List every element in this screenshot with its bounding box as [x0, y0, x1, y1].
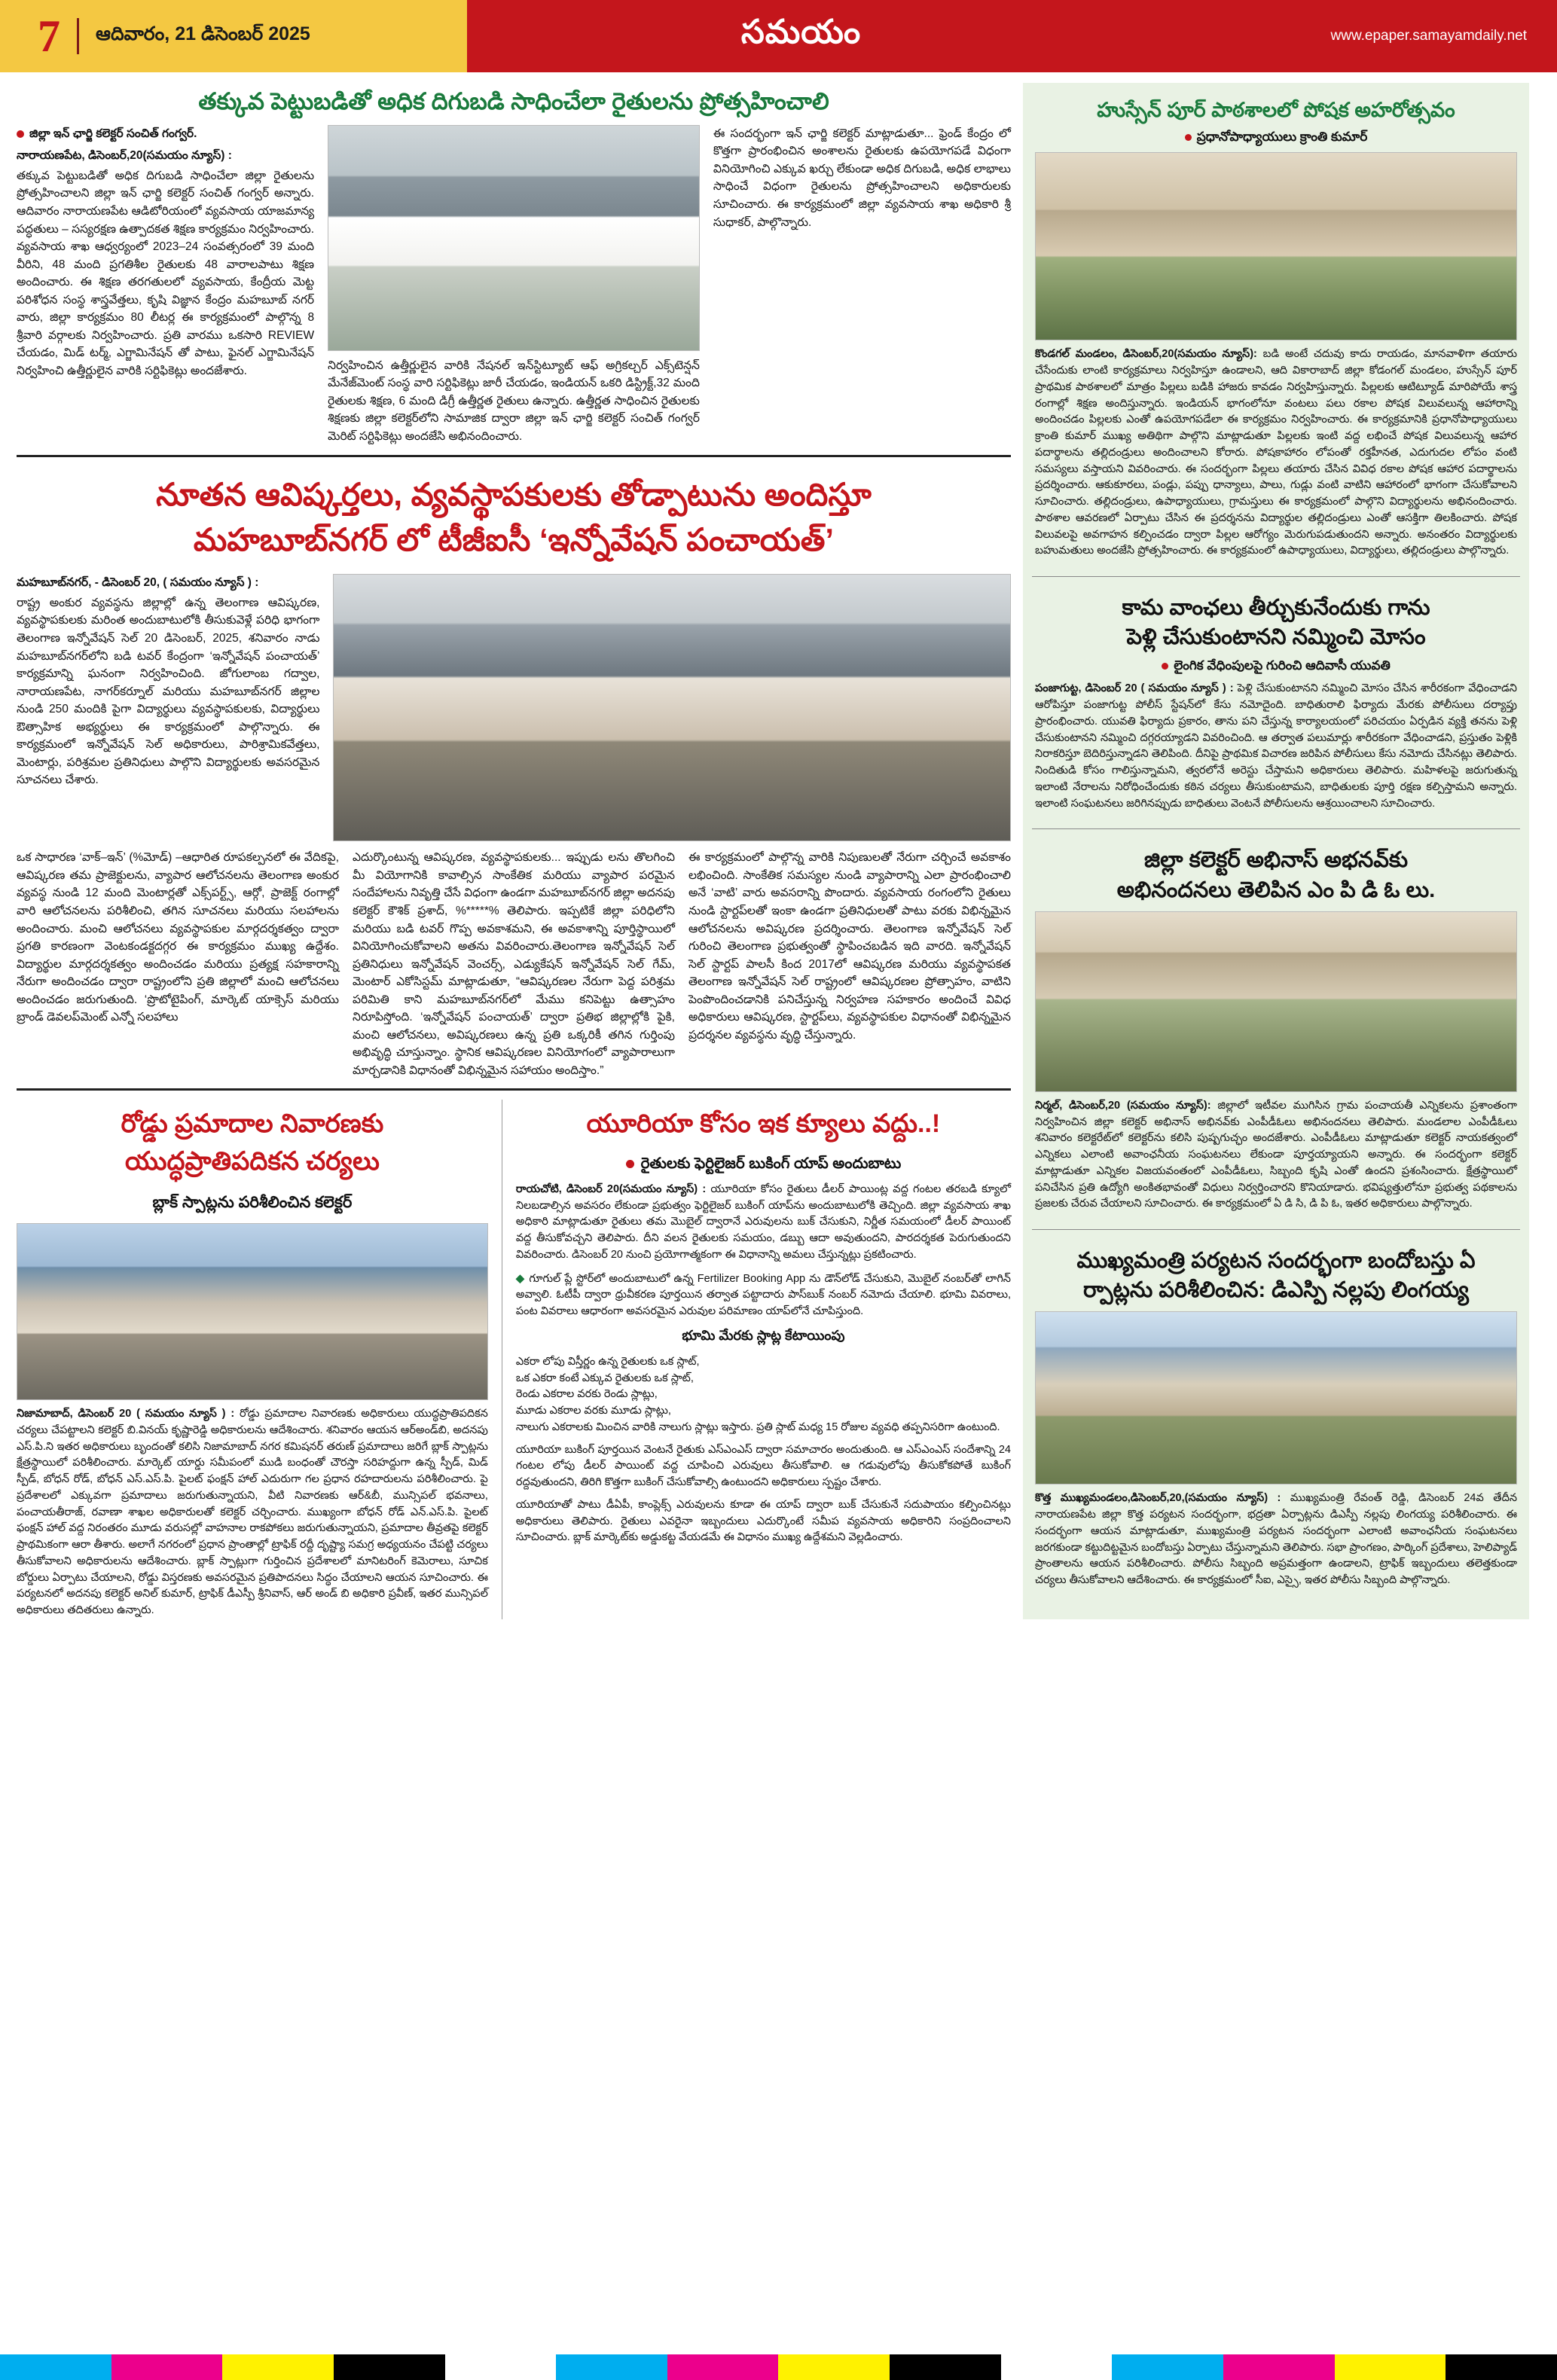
story-felicitation-text: జిల్లాలో ఇటీవల ముగిసిన గ్రామ పంచాయతీ ఎన్నికలను ప్రశాంతంగా నిర్వహించిన జిల్లా కలెక్టర్ అభినాస్ అభినవ్‌కు ఎంపీడీఓలు అభినందనలు తెలిపారు. మండలాల ఎంపీడీఓలు శనివారం కలెక్టరేట్‌లో కలెక్టర్‌ను కలిసి పుష్పగుచ్ఛం అందజేశారు. ఎంపీడీఓలు మాట్లాడుతూ కలెక్టర్ నాయకత్వంలో ఎన్నికలు ఎలాంటి అవాంఛనీయ సంఘటనలు లేకుండా పూర్తయ్యాయని అన్నారు. ఈ సందర్భంగా కలెక్టర్ మాట్లాడుతూ ఎన్నికల విజయవంతంలో ఎంపీడీఓలు, సిబ్బంది కృషి ఎంతో ఉందని ప్రశంసించారు. క్షేత్రస్థాయిలో పనిచేసిన ప్రతి ఉద్యోగి అంకితభావంతో విధులు నిర్వర్తించారని కొనియాడారు. భవిష్యత్తులోనూ ప్రభుత్వ పథకాలను ప్రజలకు చేరువ చేయాలని సూచించారు. ఈ కార్యక్రమంలో ఏ డి సి, డి పి ఓ, ఇతర అధికారులు పాల్గొన్నారు.	[1035, 1099, 1517, 1210]
bullet-dot-icon	[626, 1160, 634, 1168]
story-school-photo	[1035, 152, 1517, 340]
story-innovation-col3	[688, 849, 1011, 1079]
story-felicitation-dateline: నిర్మల్, డిసెంబర్,20 (సమయం న్యూస్):	[1035, 1099, 1211, 1112]
masthead-date: ఆదివారం, 21 డిసెంబర్ 2025	[96, 23, 310, 44]
story-cm-body	[1035, 1491, 1517, 1589]
story-felicitation-headline-line2: అభినందనలు తెలిపిన ఎం పి డి ఓ లు.	[1116, 877, 1436, 902]
story-cm-security	[1032, 1239, 1520, 1597]
story-cm-headline-line1: ముఖ్యమంత్రి పర్యటన సందర్భంగా బందోబస్తు ఏ	[1076, 1249, 1476, 1273]
main-column	[17, 83, 1011, 1619]
story-felicitation-body	[1035, 1098, 1517, 1213]
print-registration-bar	[0, 2354, 1557, 2380]
story-innovation	[17, 466, 1011, 1080]
story-felicitation-photo	[1035, 911, 1517, 1092]
story-innovation-bottom	[17, 849, 1011, 1079]
story-school-text: బడి అంటే చదువు కాదు రాయడం, మానవాళిగా తయారు చేసేందుకు లాంటి కార్యక్రమాలు నిర్వహిస్తూ ఉండాలని, ఆది వికారాబాద్ జిల్లా కోడంగల్ మండలం, హుస్సేన్ పూర్ ప్రాథమిక పాఠశాలలో మాత్రం పిల్లలు బడికి హాజరు కావడం నిర్వహిస్తున్నారు. పిల్లలకు ఆటిట్యూడ్ మారిపోయే శాస్త్ర రంగాల్లో శిక్షణ అందిస్తున్నారు. ఇండియన్ భాగంలోనూ వంటలు పలు రకాల పోషక విలువలున్న ఆహారాన్ని అందించడం పిల్లలకు ఎంతో ఉపయోగపడేలా ఈ కార్యక్రమం నిర్వహించారు. ఈ కార్యక్రమానికి ప్రధానోపాధ్యాయులు క్రాంతి కుమార్ ముఖ్య అతిథిగా పాల్గొని మాట్లాడుతూ పిల్లలకు ఇంటి వద్ద లభించే పోషక విలువలున్న ఆహార పదార్థాలను తల్లిదండ్రులు అందించాలని కోరారు. పోషకాహారం లోపంతో రక్తహీనత, ఎదుగుదల లోపం వంటి సమస్యలు వస్తాయని వివరించారు. ఈ సందర్భంగా పిల్లలు తయారు చేసిన వివిధ రకాల పోషక ఆహార పదార్థాలను ప్రదర్శించారు. ఆకుకూరలు, పండ్లు, పప్పు ధాన్యాలు, పాలు, గుడ్లు వంటి వాటిని ఆహారంలో భాగంగా చేసుకోవాలని సూచించారు. తల్లిదండ్రులు, ఉపాధ్యాయులు, గ్రామస్తులు ఈ కార్యక్రమంలో పాల్గొని విద్యార్థులను అభినందించారు. పాఠశాల ఆవరణలో ఏర్పాటు చేసిన ఈ ప్రదర్శనను విద్యార్థుల తల్లిదండ్రులు ఎంతో ఆసక్తిగా తిలకించారు. పోషక విలువలపై అవగాహన కల్పించడం ద్వారా పిల్లల ఆరోగ్యం మెరుగుపడుతుందని అన్నారు. అనంతరం విద్యార్థులకు బహుమతులు అందజేసి ప్రోత్సహించారు. ఈ కార్యక్రమంలో ఉపాధ్యాయులు, విద్యార్థులు, తల్లిదండ్రులు పాల్గొన్నారు.	[1035, 348, 1518, 557]
sidebar-divider-1	[1032, 576, 1520, 577]
story-urea-text1: యూరియా కోసం రైతులు డీలర్ పాయింట్ల వద్ద గంటల తరబడి క్యూలో నిలబడాల్సిన అవసరం లేకుండా ప్రభుత్వం ఫెర్టిలైజర్ బుకింగ్ యాప్‌ను అందుబాటులోకి తెచ్చింది. జిల్లా వ్యవసాయ శాఖ అధికారి మాట్లాడుతూ రైతులు తమ మొబైల్ ద్వారానే ఎరువులను బుక్ చేసుకుని, నిర్ణీత సమయంలో డీలర్ పాయింట్ వద్ద తీసుకోవచ్చని తెలిపారు. దీని వలన రైతులకు సమయం, డబ్బు ఆదా అవుతుందని, పారదర్శకత పెరుగుతుందని వివరించారు. డిసెంబర్ 20 నుంచి ప్రయోగాత్మకంగా ఈ విధానాన్ని అమలు చేస్తున్నట్లు ప్రకటించారు.	[515, 1182, 1011, 1261]
story-school-nutrition	[1032, 89, 1520, 567]
story-cheating-headline-line2: పెళ్లి చేసుకుంటానని నమ్మించి మోసం	[1126, 625, 1426, 650]
bullet-dot-icon	[17, 130, 24, 138]
story-urea-app-note	[516, 1271, 1011, 1320]
story-road-safety-photo	[17, 1223, 488, 1400]
story-innovation-top	[17, 574, 1011, 841]
list-item: నాలుగు ఎకరాలకు మించిన వారికి నాలుగు స్లాట్లు ఇస్తారు. ప్రతి స్లాట్ మధ్య 15 రోజుల వ్యవధి తప్పనిసరిగా ఉంటుంది.	[515, 1420, 1000, 1433]
story-school-subhead	[1035, 130, 1517, 152]
app-bullet-icon: ◆	[515, 1272, 526, 1285]
story-road-safety-dateline: నిజామాబాద్, డిసెంబర్ 20 ( సమయం న్యూస్ ) :	[17, 1408, 235, 1420]
story-cm-text: ముఖ్యమంత్రి రేవంత్ రెడ్డి, డిసెంబర్ 24వ తేదీన నారాయణపేట జిల్లా కొత్త పర్యటన సందర్భంగా, భద్రతా ఏర్పాట్లను డిఎస్పీ నల్లపు లింగయ్య పరిశీలించారు. ఈ సందర్భంగా ఆయన మాట్లాడుతూ, ముఖ్యమంత్రి పర్యటన సందర్భంగా ఎలాంటి అవాంఛనీయ సంఘటనలు జరగకుండా కట్టుదిట్టమైన బందోబస్తు ఏర్పాటు చేస్తున్నామని తెలిపారు. సభా ప్రాంగణం, పార్కింగ్ ప్రదేశాలు, హెలిప్యాడ్ ప్రాంతాలను ఆయన పరిశీలించారు. పోలీసు సిబ్బంది అప్రమత్తంగా ఉండాలని, ట్రాఫిక్ ఇబ్బందులు తలెత్తకుండా చర్యలు తీసుకోవాలని ఆదేశించారు. ఈ కార్యక్రమంలో సీఐ, ఎస్సై, ఇతర పోలీసు సిబ్బంది పాల్గొన్నారు.	[1035, 1492, 1517, 1587]
reg-magenta	[111, 2354, 223, 2380]
reg-magenta-2	[667, 2354, 779, 2380]
story-farmers-kicker	[17, 125, 314, 143]
story-urea-slot-list	[516, 1354, 1011, 1436]
story-urea	[516, 1100, 1011, 1619]
story-felicitation-headline-line1: జిల్లా కలెక్టర్ అభినాస్ అభనవ్‌కు	[1143, 848, 1409, 873]
story-school-body	[1035, 346, 1517, 560]
reg-yellow	[222, 2354, 334, 2380]
story-farmers-text2: నిర్వహించిన ఉత్తీర్ణులైన వారికి నేషనల్ ఇన్‌స్టిట్యూట్ ఆఫ్ అగ్రికల్చర్ ఎక్స్‌టెన్షన్ మేనేజ్‌మెంట్ సంస్థ వారి సర్టిఫికెట్లు జారీ చేయడం, ఇండియన్ ఒకరి డిస్ట్రిక్ట్,32 మంది రైతులకు శిక్షణ, 6 మంది డిగ్రీ ఉత్తీర్ణత రైతులు ఉన్నారు. ఉత్తీర్ణత సాధించిన రైతులకు శిక్షణకు జిల్లా కలెక్టర్‌లోని సామాజిక ద్వారా జిల్లా ఇన్ ఛార్జి కలెక్టర్ సంచిత్ గంగ్వర్ మెరిట్ సర్టిఫికెట్లు అందజేసి అభినందించారు.	[328, 359, 700, 444]
story-farmers-headline: తక్కువ పెట్టుబడితో అధిక దిగుబడి సాధించేలా రైతులను ప్రోత్సహించాలి	[198, 88, 829, 114]
story-innovation-col2	[353, 849, 675, 1079]
page-content	[0, 72, 1557, 1619]
story-collector-felicitation	[1032, 838, 1520, 1220]
story-urea-app-note-text: గూగుల్ ప్లే స్టోర్‌లో అందుబాటులో ఉన్న Fertilizer Booking App ను డౌన్‌లోడ్ చేసుకుని, మొబైల్ నంబర్‌తో లాగిన్ అవ్వాలి. ఓటీపీ ద్వారా ధ్రువీకరణ పూర్తయిన తర్వాత పట్టాదారు పాస్‌బుక్ నంబర్ నమోదు చేయాలి. భూమి వివరాలు, పంట వివరాలు ఆధారంగా అవసరమైన ఎరువుల పరిమాణం యాప్‌లోనే చూపిస్తుంది.	[515, 1272, 1011, 1318]
list-item: మూడు ఎకరాల వరకు మూడు స్లాట్లు,	[515, 1405, 671, 1417]
reg-white-2	[1001, 2354, 1113, 2380]
story-school-headline: హుస్సేన్ పూర్ పాఠశాలలో పోషక అహరోత్సవం	[1097, 99, 1455, 121]
bullet-dot-icon	[1162, 663, 1168, 670]
reg-yellow-2	[778, 2354, 890, 2380]
story-innovation-headline-line2: మహబూబ్‌నగర్ లో టీజీఐసీ ‘ఇన్నోవేషన్ పంచాయత్’	[193, 522, 835, 558]
reg-cyan-3	[1112, 2354, 1223, 2380]
story-cheating-case	[1032, 586, 1520, 819]
story-innovation-dateline-text: మహబూబ్‌నగర్, - డిసెంబర్ 20, ( సమయం న్యూస్ ) :	[17, 576, 259, 590]
story-innovation-text2: ఎదుర్కొంటున్న ఆవిష్కరణ, వ్యవస్థాపకులకు... ఇప్పుడు లను తొలగించి మీ వియోగానికి కావాల్సిన సాంకేతిక మరియు వ్యాపార పరమైన సందేహాలను నివృత్తి చేసే విధంగా ఉండగా మహబూబ్‌నగర్ జిల్లా అదనపు కలెక్టర్ కౌశిక్ ప్రశాద్, %*****% తెలిపారు. ఇప్పటికే జిల్లా పరిధిలోని మరియు బడి టవర్ గొప్ప అవకాశమని, ఈ అవకాశాన్ని పూర్తిస్థాయిలో వినియోగించుకోవాలని అతను వివరించారు.తెలంగాణ ఇన్నోవేషన్ సెల్ ప్రతినిధులు ఇన్నోవేషన్ వెంచర్స్, ఎడ్యుకేషన్ ఇన్నోవేషన్ సెల్ గేమ్, మెంటార్ ఎకోసిస్టమ్ మాట్లాడుతూ, “ఆవిష్కరణల నేరుగా పెద్ద పరిశ్రమ పరిమితి కాని మహబూబ్‌నగర్‌లో మేము కనిపెట్టు ఉత్సాహం నిరూపిస్తోంది. ‘ఇన్నోవేషన్ పంచాయత్’ ద్వారా ప్రతిభ జిల్లాల్లోకి పైకి, మంచి ఆలోచనలు, అవిష్కరణలు ఉన్న ప్రతి ఒక్కరికీ తగిన గుర్తింపు అభివృద్ధి చూస్తున్నాం. స్థానిక ఆవిష్కరణల వినియోగంలో వ్యాపారాలుగా మార్చడానికి విధానంతో విభిన్నమైన సహాయం అందిస్తాం.”	[353, 851, 675, 1077]
story-cheating-body	[1035, 681, 1517, 812]
masthead-center	[467, 0, 1135, 72]
story-farmers-dateline	[17, 147, 314, 165]
list-item: ఒక ఎకరా కంటే ఎక్కువ రైతులకు ఒక స్లాట్,	[515, 1372, 694, 1384]
reg-yellow-3	[1335, 2354, 1446, 2380]
story-innovation-headline-line1: నూతన ఆవిష్కర్తలు, వ్యవస్థాపకులకు తోడ్పాటును అందిస్తూ	[156, 476, 872, 512]
story-cheating-text: పెళ్లి చేసుకుంటానని నమ్మించి మోసం చేసిన శారీరకంగా వేధించాడని ఆరోపిస్తూ పంజాగుట్ట పోలీస్ స్టేషన్‌లో కేసు నమోదైంది. బాధితురాలి ఫిర్యాదు మేరకు పోలీసులు దర్యాప్తు ప్రారంభించారు. యువతి ఫిర్యాదు ప్రకారం, తాను పని చేస్తున్న కార్యాలయంలో పరిచయం ఏర్పడిన వ్యక్తి తనను పెళ్లి చేసుకుంటానని నమ్మించి దగ్గరయ్యాడని వివరించింది. ఆ తర్వాత పలుమార్లు శారీరకంగా వేధించాడని, ప్రస్తుతం పెళ్లికి నిరాకరిస్తూ బెదిరిస్తున్నాడని తెలిపింది. దీనిపై ప్రాథమిక విచారణ జరిపిన పోలీసులు కేసు నమోదు చేసినట్లు తెలిపారు. నిందితుడి కోసం గాలిస్తున్నామని, త్వరలోనే అరెస్టు చేస్తామని అధికారులు తెలిపారు. మహిళలపై జరుగుతున్న ఇలాంటి నేరాలను నిరోధించేందుకు కఠిన చర్యలు తీసుకుంటామని, బాధితులకు పూర్తి రక్షణ కల్పిస్తామని అన్నారు. ఇలాంటి సంఘటనలు జరిగినప్పుడు బాధితులు వెంటనే పోలీసులను ఆశ్రయించాలని సూచించారు.	[1035, 682, 1517, 810]
story-road-safety-subhead: బ్లాక్ స్పాట్లను పరిశీలించిన కలెక్టర్	[152, 1194, 353, 1212]
story-farmers-photo-col	[328, 125, 700, 446]
story-urea-subhead	[516, 1154, 1011, 1182]
story-farmers-kicker-text: జిల్లా ఇన్ ఛార్జి కలెక్టర్ సంచిత్ గంగ్వర్.	[29, 127, 197, 140]
reg-cyan-2	[556, 2354, 667, 2380]
reg-white	[445, 2354, 557, 2380]
sidebar-divider-3	[1032, 1229, 1520, 1230]
story-innovation-photo-col	[333, 574, 1011, 841]
list-item: ఎకరా లోపు విస్తీర్ణం ఉన్న రైతులకు ఒక స్లాట్,	[515, 1355, 700, 1368]
story-cm-photo	[1035, 1311, 1517, 1484]
story-innovation-photo	[333, 574, 1011, 841]
section-divider-2	[17, 1088, 1011, 1091]
reg-black-3	[1446, 2354, 1557, 2380]
story-urea-body1	[516, 1182, 1011, 1264]
story-urea-text3: యూరియాతో పాటు డీఏపీ, కాంప్లెక్స్ ఎరువులను కూడా ఈ యాప్ ద్వారా బుక్ చేసుకునే సదుపాయం కల్పించినట్లు అధికారులు తెలిపారు. రైతులు ఎవరైనా ఇబ్బందులు ఎదుర్కొంటే సమీప వ్యవసాయ అధికారిని సంప్రదించాలని సూచించారు. బ్లాక్ మార్కెట్‌కు అడ్డుకట్ట వేయడమే ఈ విధానం ముఖ్య ఉద్దేశమని వెల్లడించారు.	[515, 1498, 1011, 1544]
story-farmers-text1: తక్కువ పెట్టుబడితో అధిక దిగుబడి సాధించేలా జిల్లా రైతులను ప్రోత్సహించాలని జిల్లా ఇన్ ఛార్జి కలెక్టర్ సంచిత్ గంగ్వర్ అన్నారు. ఆదివారం నారాయణపేట ఆడిటోరియంలో వ్యవసాయ యాజమాన్య పద్ధతులు – సస్యరక్షణ ఉత్పాదకత శిక్షణ కార్యక్రమం నిర్వహించారు. వ్యవసాయ శాఖ ఆధ్వర్యంలో 2023–24 సంవత్సరంలో 39 మంది వీరిని, 48 మంది ప్రగతిశీల రైతులకు 48 వారాలపాటు శిక్షణ అందించారు. ఈ శిక్షణ తరగతులలో వ్యవసాయ, కేంద్రీయ మెట్ట పరిశోధన సంస్థ శాస్త్రవేత్తలు, కృషి విజ్ఞాన కేంద్రం మహబూబ్ నగర్ వారు, జిల్లా కార్యక్రమం 80 లీటర్ల ఈ కార్యక్రమంలో పాల్గొన్న 8 శ్రీవారి వర్గాలకు నిర్వహించారు. ప్రతి వారము ఒకసారి REVIEW చేయడం, మిడ్ టర్మ్, ఎగ్జామినేషన్ తో పాటు, ఫైనల్ ఎగ్జామినేషన్ నిర్వహించి ఉత్తీర్ణులైన వారికి సర్టిఫికెట్లు అందజేశారు.	[17, 169, 315, 377]
story-innovation-text1: రాష్ట్ర అంకుర వ్యవస్థను జిల్లాల్లో ఉన్న తెలంగాణ ఆవిష్కరణ, వ్యవస్థాపకులకు మరింత అందుబాటులోకి తీసుకువెళ్లే పరిధి భాగంగా తెలంగాణ ఇన్నోవేషన్ సెల్ 20 డిసెంబర్, 2025, శనివారం నాడు మహబూబ్‌నగర్‌లోని బడి టవర్ కేంద్రంగా ‘ఇన్నోవేషన్ పంచాయత్’ కార్యక్రమాన్ని ఘనంగా నిర్వహించింది. జోగులాంబ గద్వాల, నారాయణపేట, నాగర్‌కర్నూల్ మరియు మహబూబ్‌నగర్ జిల్లాల నుండి 250 మందికి పైగా విద్యార్థులు వ్యవస్థాపకులకు, విద్యార్థులు ఔత్సాహిక అభ్యర్థులు ఈ కార్యక్రమంలో పాల్గొన్నారు. ఈ కార్యక్రమంలో ఇన్నోవేషన్ సెల్ అధికారులు, పారిశ్రామికవేత్తలు, మెంటార్లు, పరిశ్రమల ప్రతినిధులు పాల్గొని విద్యార్థులకు అవసరమైన సూచనలు చేశారు.	[17, 596, 320, 787]
story-farmers-col1	[17, 125, 314, 446]
story-cheating-subhead	[1035, 658, 1517, 681]
story-innovation-headline	[17, 466, 1011, 575]
story-urea-headline: యూరియా కోసం ఇక క్యూలు వద్దు..!	[586, 1109, 941, 1139]
story-school-dateline: కొండగల్ మండలం, డిసెంబర్,20(సమయం న్యూస్):	[1035, 348, 1257, 361]
masthead-right	[1135, 0, 1557, 72]
story-cheating-subhead-text: లైంగిక వేధింపులపై గురించి ఆదివాసీ యువతి	[1174, 658, 1391, 673]
story-cm-dateline: కొత్త ముఖ్యమండలం,డిసెంబర్,20,(సమయం న్యూస్) :	[1035, 1492, 1281, 1505]
bullet-dot-icon	[1185, 134, 1192, 141]
story-school-subhead-text: ప్రధానోపాధ్యాయులు క్రాంతి కుమార్	[1196, 130, 1368, 145]
story-felicitation-headline	[1035, 841, 1517, 911]
story-innovation-col1b	[17, 849, 339, 1079]
masthead-left	[0, 0, 467, 72]
epaper-url[interactable]: www.epaper.samayamdaily.net	[1330, 28, 1527, 44]
story-innovation-col1	[17, 574, 319, 841]
section-divider-1	[17, 455, 1011, 457]
publication-title: సమయం	[740, 13, 862, 50]
reg-cyan	[0, 2354, 111, 2380]
story-road-safety-headline-line1: రోడ్డు ప్రమాదాల నివారణకు	[121, 1109, 384, 1139]
story-cheating-headline	[1035, 589, 1517, 658]
story-road-safety-headline	[17, 1100, 488, 1191]
masthead	[0, 0, 1557, 72]
list-item: రెండు ఎకరాల వరకు రెండు స్లాట్లు,	[515, 1388, 658, 1401]
story-cm-headline	[1035, 1242, 1517, 1311]
reg-black-2	[890, 2354, 1001, 2380]
story-road-safety-body	[17, 1406, 488, 1619]
story-urea-list-title: భూమి మేరకు స్లాట్ల కేటాయింపు	[682, 1327, 845, 1343]
story-cheating-dateline: పంజాగుట్ట, డిసెంబర్ 20 ( సమయం న్యూస్ ) :	[1035, 682, 1234, 695]
story-innovation-text1b: ఒక సాధారణ ‘వాక్‌–ఇన్’ (%మోడ్) –ఆధారిత రూపకల్పనలో ఈ వేదికపై, ఆవిష్కరణ తమ ప్రాజెక్టులను, వ్యాపార ఆలోచనలను తెలంగాణ అంకుర వ్యవస్థ నుండి 12 మంది మెంటార్లతో ఎక్స్‌పర్ట్స్, ఆర్గో, ప్రాజెక్ట్ రంగాల్లో వారి ఆలోచనలను పరిశీలించి, తగిన సూచనలు మరియు సలహాలను అందించారు. మంచి ఆలోచనలు వ్యవస్థాపకుల మార్గదర్శకత్వం ద్వారా ప్రగతి కారణంగా వెంటకండక్టదగ్గర ఈ కార్యక్రమం ముఖ్య ఉద్దేశం. విద్యార్థుల మార్గదర్శకత్వం అందించడం మరియు ప్రత్యక్ష సహకారాన్ని నేరుగా అందించడం ద్వారా రాష్ట్రంలోని ప్రతి జిల్లాలో మంచి ఆలోచనలు అందించడం జరుగుతుంది. ‘ప్రొటోటైపింగ్, మార్కెట్ యాక్సెస్ మరియు బ్రాండ్ డెవలప్‌మెంట్ ఎన్నో సలహాలు	[17, 851, 339, 1024]
reg-black	[334, 2354, 445, 2380]
reg-magenta-3	[1223, 2354, 1335, 2380]
story-farmers-photo	[328, 125, 700, 351]
story-urea-dateline: రాయచోటి, డిసెంబర్ 20(సమయం న్యూస్) :	[515, 1182, 707, 1195]
story-urea-text2: యూరియా బుకింగ్ పూర్తయిన వెంటనే రైతుకు ఎస్ఎంఎస్ ద్వారా సమాచారం అందుతుంది. ఆ ఎస్ఎంఎస్ సందేశాన్ని 24 గంటల లోపు డీలర్ పాయింట్ వద్ద చూపించి ఎరువులు తీసుకోవాలి. ఆ గడువులోపు తీసుకోకపోతే బుకింగ్ రద్దవుతుందని, తిరిగి కొత్తగా బుకింగ్ చేసుకోవాల్సి ఉంటుందని అధికారులు స్పష్టం చేశారు.	[515, 1443, 1011, 1489]
sidebar-divider-2	[1032, 828, 1520, 829]
story-innovation-dateline	[17, 574, 319, 592]
story-farmers	[17, 83, 1011, 446]
page-number: 7	[38, 11, 60, 61]
story-cm-headline-line2: ర్పాట్లను పరిశీలించిన: డిఎస్పి నల్లపు లింగయ్య	[1083, 1278, 1469, 1303]
story-farmers-dateline-text: నారాయణపేట, డిసెంబర్,20(సమయం న్యూస్) :	[17, 149, 232, 163]
story-road-safety	[17, 1100, 488, 1619]
story-innovation-text3: ఈ కార్యక్రమంలో పాల్గొన్న వారికి నిపుణులతో నేరుగా చర్చించే అవకాశం లభించింది. సాంకేతిక సమస్యల నుండి వ్యాపారాన్ని ఎలా ప్రారంభించాలి అనే ‘వాటి’ వారు అవసరాన్ని పొందారు. వ్యవసాయ రంగంలోని రైతులు నుండి స్టార్టప్‌లతో ఇంకా ఉండగా ప్రతినిధులతో పాటు వరకు విభిన్నమైన ఆలోచనలను అవిష్కరణ ప్రదర్శించారు. తెలంగాణ ఇన్నోవేషన్ సెల్ గురించి తెలంగాణ ప్రభుత్వంతో స్థాపించబడిన ఇది వారది. ఇన్నోవేషన్ సెల్ స్టార్టప్ పాలసీ కింద 2017లో ఆవిష్కరణ మరియు వ్యవస్థాపకత తెలంగాణ ఇన్నోవేషన్ సెల్ రాష్ట్రంలో ఆవిష్కరణల ప్రోత్సాహం, వాటిని పెంపొందించడానికి పనిచేస్తున్న నిర్వహణ సహకారం అందించే వివిధ అధికారులు ఆవిష్కరణ, స్టార్టప్‌లు, వ్యవస్థాపకుల విధానంతో విభిన్నమైన ప్రదర్శనల వ్యవస్థను వృద్ధి చేస్తున్నారు.	[688, 851, 1011, 1042]
sidebar-column	[1023, 83, 1529, 1619]
story-road-safety-text: రోడ్డు ప్రమాదాల నివారణకు అధికారులు యుద్ధప్రాతిపదికన చర్యలు చేపట్టాలని కలెక్టర్ బి.వినయ్ కృష్ణారెడ్డి అధికారులను ఆదేశించారు. శనివారం ఆయన ఆర్‌అండ్‌బి, అదనపు ఎస్.పి.ని ఇతర అధికారులు బృందంతో కలిసి నిజామాబాద్ నగర కమిషనర్ తరుణ్ ప్రమాదాలు జరిగే బ్లాక్ స్పాట్లను క్షేత్రస్థాయిలో పరిశీలించారు. మార్కెట్ యార్డు సమీపంలో ముడి బంధంతో చౌరస్తా సరిహద్దుగా ఉన్న స్పీడ్, మిడ్ స్పీడ్, బోధన్ రోడ్, బోధన్ ఎస్.ఎస్.పి. పైలట్ ఫంక్షన్ హాల్ ఎదురుగా గల ప్రధాన రహదారులను పరిశీలించారు. పై ప్రదేశాలలో ఎక్కువగా ప్రమాదాలు జరుగుతున్నాయని, వీటి నివారణకు ఆర్&బీ, మున్సిపల్ భవనాలు, పంచాయతీరాజ్, రవాణా శాఖల అధికారులతో కలెక్టర్ చర్చించారు. ముఖ్యంగా బోధన్ రోడ్ ఎన్.ఎస్.పి. పైలట్ ఫంక్షన్ హాల్ వద్ద నిరంతరం మూడు వరుసల్లో వాహనాల రాకపోకలు జరుగుతున్నాయని, ప్రమాదాల తీవ్రతపై కలెక్టర్ ప్రాథమికంగా ఆరా తీశారు. అలాగే నగరంలో ప్రధాన ప్రాంతాల్లో ట్రాఫిక్ రద్దీ దృష్ట్యా సమగ్ర అధ్యయనం చేపట్టి చర్యలు తీసుకోవాలని అధికారులను ఆదేశించారు. బ్లాక్ స్పాట్లుగా గుర్తించిన ప్రదేశాలలో మానిటరింగ్ కెమెరాలు, సూచిక బోర్డులు ఏర్పాటు చేయాలని, రోడ్డు విస్తరణకు అవసరమైన ప్రతిపాదనలు సిద్ధం చేయాలని ఆయన సూచించారు. ఈ పర్యటనలో అదనపు కలెక్టర్ అనిల్ కుమార్, ట్రాఫిక్ డీఎస్పీ శ్రీనివాస్, ఆర్ అండ్ బి అధికారి ప్రవీణ్, ఇతర మున్సిపల్ అధికారులు తదితరులు ఉన్నారు.	[17, 1408, 488, 1617]
story-farmers-text3: ఈ సందర్భంగా ఇన్ ఛార్జి కలెక్టర్ మాట్లాడుతూ... ఫ్రెండ్ కేంద్రం లో కొత్తగా ప్రారంభించిన అంశాలను రైతులకు ఉపయోగపడే విధంగా వినియోగించి ఎక్కువ ఖర్చు లేకుండా అధిక దిగుబడి, అధిక లాభాలు సాధించే విధంగా రైతులను ప్రోత్సహించాలని అధికారులకు సూచించారు. ఈ కార్యక్రమంలో జిల్లా వ్యవసాయ శాఖ అధికారి శ్రీ సుధాకర్, పాల్గొన్నారు.	[713, 127, 1011, 229]
story-urea-subhead-text: రైతులకు ఫెర్టిలైజర్ బుకింగ్ యాప్ అందుబాటు	[640, 1155, 902, 1172]
story-farmers-col3	[713, 125, 1011, 446]
story-cheating-headline-line1: కామ వాంఛలు తీర్చుకునేందుకు గాను	[1122, 596, 1430, 621]
story-farmers-body	[17, 125, 1011, 446]
lower-stories	[17, 1100, 1011, 1619]
masthead-divider	[77, 18, 79, 54]
story-road-safety-headline-line2: యుద్ధప్రాతిపదికన చర్యలు	[125, 1146, 380, 1176]
